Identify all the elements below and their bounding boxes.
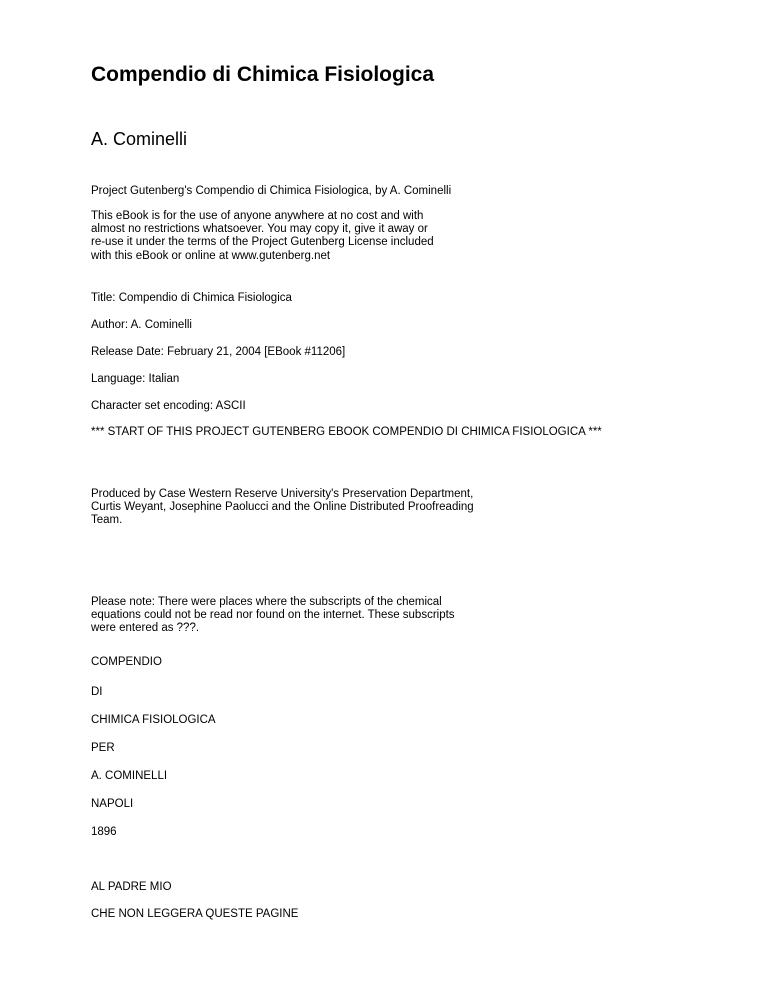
book-title-line: PER <box>91 742 115 754</box>
book-title-line: DI <box>91 686 103 698</box>
book-author-line: A. COMINELLI <box>91 770 168 782</box>
book-place-line: NAPOLI <box>91 798 134 810</box>
meta-author: Author: A. Cominelli <box>91 319 192 331</box>
start-marker: *** START OF THIS PROJECT GUTENBERG EBOOK COMPENDIO DI CHIMICA FISIOLOGICA *** <box>91 426 602 438</box>
document-title: Compendio di Chimica Fisiologica <box>91 63 435 86</box>
dedication-line: AL PADRE MIO <box>91 881 172 893</box>
meta-title: Title: Compendio di Chimica Fisiologica <box>91 292 292 304</box>
meta-encoding: Character set encoding: ASCII <box>91 400 246 412</box>
header-line: Project Gutenberg's Compendio di Chimica Fisiologica, by A. Cominelli <box>91 185 452 197</box>
document-author: A. Cominelli <box>91 129 188 149</box>
book-title-line: COMPENDIO <box>91 656 162 668</box>
dedication-line: CHE NON LEGGERA QUESTE PAGINE <box>91 908 299 920</box>
book-year-line: 1896 <box>91 826 117 838</box>
meta-release-date: Release Date: February 21, 2004 [EBook #11206] <box>91 346 346 358</box>
produced-by: Produced by Case Western Reserve University's Preservation Department, Curtis Weyant, Josephine Paolucci and the Online Distributed Proofreading Team. <box>91 488 474 527</box>
book-title-line: CHIMICA FISIOLOGICA <box>91 714 216 726</box>
license-text: This eBook is for the use of anyone anywhere at no cost and with almost no restrictions whatsoever. You may copy it, give it away or re-use it under the terms of the Project Gutenberg License included with this eBook or online at www.gutenberg.net <box>91 210 434 262</box>
transcriber-note: Please note: There were places where the subscripts of the chemical equations could not be read nor found on the internet. These subscripts were entered as ???. <box>91 596 455 635</box>
meta-language: Language: Italian <box>91 373 180 385</box>
